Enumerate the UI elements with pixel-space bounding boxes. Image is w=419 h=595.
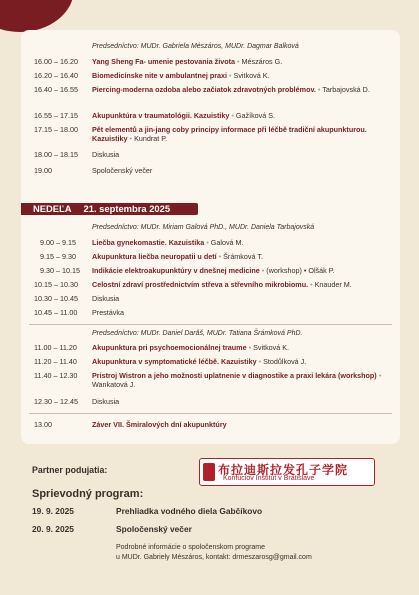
program-panel: Predsedníctvo: MUDr. Gabriela Mészáros, MUDr. Dagmar Balková 16.00 – 16.20 Yang Sheng Fa- umenie pestovania života • Mészáros G. 16.20 – 16.40 Biomedicínske nite v ambulantnej praxi • Svitková K. 16.40 – 16.55 Piercing-moderna ozdoba alebo začiatok zdravotných problémov. • Tarbajovská D. 16.55 – 17.15 Akupunktúra v traumatológii. Kazuistiky • Gažíková S. 17.15 – 18.00 Pět elementů a jin-jang coby principy informace při léčbě tradiční akupunkturou. Kazuistiky • Kundrat P. 18.00 – 18.15 Diskusia 19.00 Spoločenský večer NEDEĽA 21. septembra 2025 Predsedníctvo: MUDr. Miriam Galová PhD., MUDr. Daniela Tarbajovská 9.00 – 9.15 Liečba gynekomastie. Kazuistika • Galová M. 9.15 – 9.30 Akupunktura liečba neuropatii u detí • Šrámková T. 9.30 – 10.15 Indikácie elektroakupunktúry v dnešnej medicine • (workshop) • Olšák P. 10.15 – 10.30 Celostní zdraví prostřednictvím střeva a střevního mikrobiomu. • Knauder M. 10.30 – 10.45 Diskusia 10.45 – 11.00 Prestávka Predsedníctvo: MUDr. Daniel Darăš, MUDr. Tatiana Šrámková PhD. 11.00 – 11.20 Akupunktura pri psychoemocionálnej traume • Svitková K. 11.20 – 11.40 Akupunktura v symptomatické léčbě. Kazuistiky • Stodůlková J. 11.40 – 12.30 Pristroj Wistron a jeho možnosti uplatnenie v diagnostike a praxi lekára (workshop) • Wankatová J. 12.30 – 12.45 Diskusia 13.00 Záver VII. Šmiralových dní akupunktúry	[21, 30, 400, 444]
guide-note: Podrobné informácie o spoločenskom programe	[116, 544, 266, 551]
partner-label: Partner podujatia:	[32, 465, 108, 475]
event-date: 20. 9. 2025	[32, 524, 74, 534]
divider	[29, 324, 392, 325]
confucius-institute-logo	[199, 458, 375, 486]
guide-title: Sprievodný program:	[32, 488, 144, 500]
day-date: 21. septembra 2025	[83, 203, 171, 214]
event-title: Prehliadka vodného diela Gabčíkovo	[116, 506, 263, 516]
day-name: NEDEĽA	[33, 203, 72, 214]
divider	[29, 413, 392, 414]
event-date: 19. 9. 2025	[32, 506, 74, 516]
bottom-section	[0, 452, 419, 595]
guide-contact: u MUDr. Gabriely Mészáros, kontakt: drmeszarosg@gmail.com	[116, 554, 312, 561]
corner-decoration	[0, 0, 74, 32]
logo-latin-text: Konfuciov Inštitút v Bratislave	[223, 475, 315, 482]
day-header	[21, 203, 198, 215]
logo-chinese-text: 布拉迪斯拉发孔子学院	[218, 463, 349, 477]
seal-icon	[203, 463, 215, 481]
event-title: Spoločenský večer	[116, 524, 192, 534]
